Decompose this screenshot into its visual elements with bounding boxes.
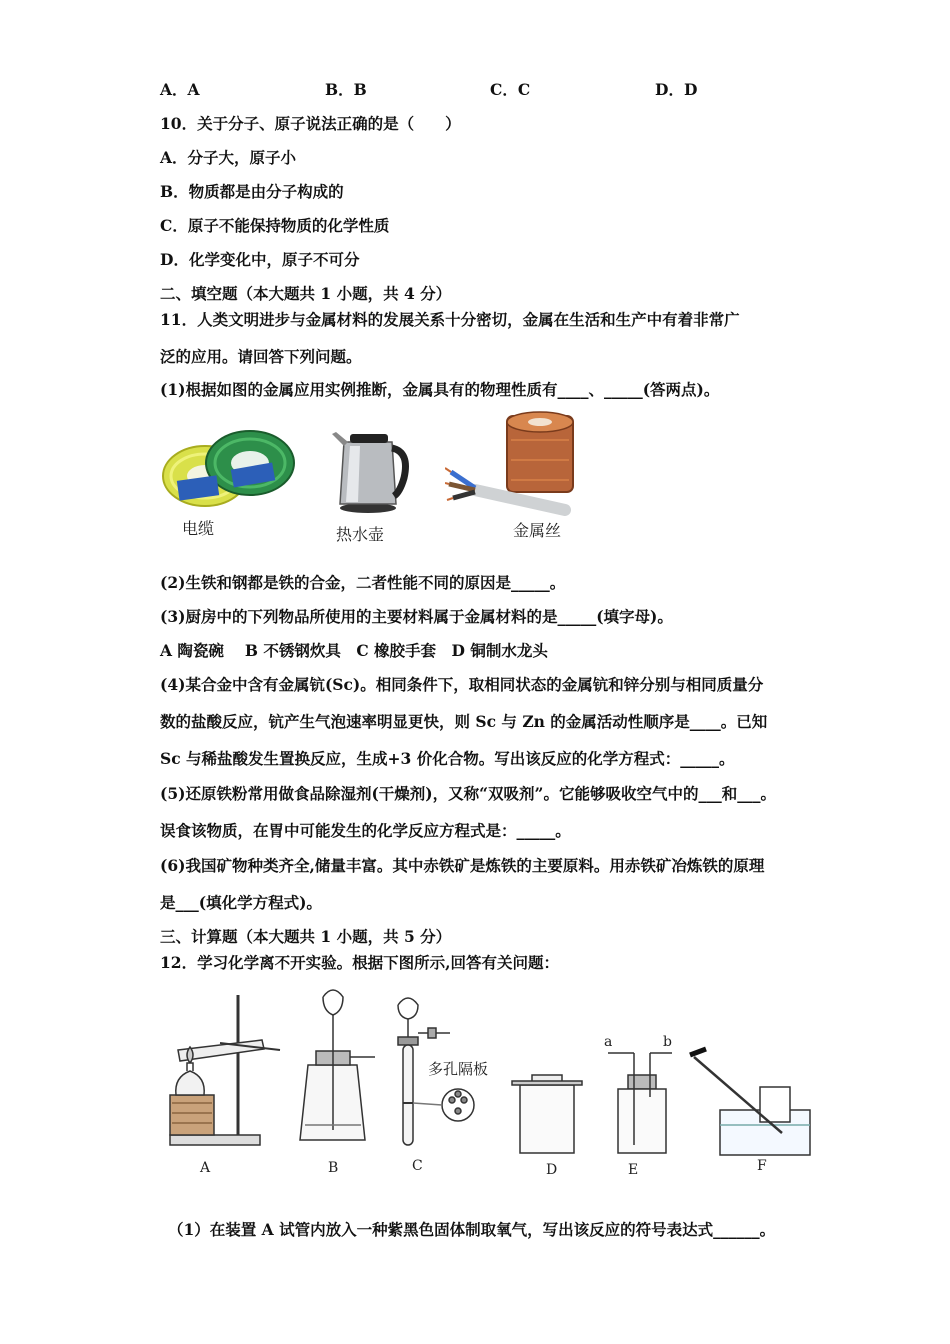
apparatus-figure: [160, 985, 820, 1185]
q11-part-4-line-2: 数的盐酸反应，钪产生气泡速率明显更快，则 Sc 与 Zn 的金属活动性顺序是____。已知: [160, 712, 768, 731]
q10-option-d: D．化学变化中，原子不可分: [160, 250, 360, 269]
q9-option-a: A．A: [160, 80, 200, 99]
q9-option-d: D．D: [655, 80, 698, 99]
q11-part-3: (3)厨房中的下列物品所使用的主要材料属于金属材料的是_____(填字母)。: [160, 607, 673, 626]
apparatus-e-label: E: [628, 1162, 639, 1178]
q12-stem: 12．学习化学离不开实验。根据下图所示,回答有关问题：: [160, 953, 559, 972]
metal-wire-caption: 金属丝: [513, 521, 562, 540]
q11-part-1: (1)根据如图的金属应用实例推断，金属具有的物理性质有____、_____(答两点)。: [160, 380, 720, 399]
q9-option-c: C．C: [490, 80, 531, 99]
q11-part-2: (2)生铁和钢都是铁的合金，二者性能不同的原因是_____。: [160, 573, 566, 592]
apparatus-d-label: D: [546, 1162, 558, 1178]
perforated-plate-label: 多孔隔板: [428, 1060, 489, 1078]
apparatus-a-drawing: [170, 995, 280, 1145]
apparatus-b-drawing: [300, 990, 375, 1140]
apparatus-f-label: F: [757, 1158, 767, 1174]
port-a-label: a: [604, 1034, 613, 1050]
section-3-heading: 三、计算题（本大题共 1 小题，共 5 分）: [160, 927, 452, 946]
q12-part-1: （1）在装置 A 试管内放入一种紫黑色固体制取氧气，写出该反应的符号表达式______。: [168, 1220, 776, 1239]
q10-stem: 10．关于分子、原子说法正确的是（ ）: [160, 114, 461, 133]
q9-option-b: B．B: [325, 80, 367, 99]
q10-option-c: C．原子不能保持物质的化学性质: [160, 216, 390, 235]
q11-part-6-line-1: (6)我国矿物种类齐全,储量丰富。其中赤铁矿是炼铁的主要原料。用赤铁矿冶炼铁的原理: [160, 856, 765, 875]
q11-part-6-line-2: 是___(填化学方程式)。: [160, 893, 322, 912]
apparatus-d-drawing: [512, 1075, 582, 1153]
section-2-heading: 二、填空题（本大题共 1 小题，共 4 分）: [160, 284, 452, 303]
q11-part-4-line-3: Sc 与稀盐酸发生置换反应，生成+3 价化合物。写出该反应的化学方程式：_____。: [160, 749, 735, 768]
apparatus-b-label: B: [328, 1160, 339, 1176]
q11-part-4-line-1: (4)某合金中含有金属钪(Sc)。相同条件下，取相同状态的金属钪和锌分别与相同质量分: [160, 675, 764, 694]
cable-caption: 电缆: [182, 519, 215, 538]
apparatus-f-drawing: [690, 1049, 810, 1155]
kettle-image: [330, 422, 410, 514]
cable-image: [160, 418, 300, 513]
port-b-label: b: [663, 1034, 672, 1050]
q10-option-b: B．物质都是由分子构成的: [160, 182, 344, 201]
q11-stem-line-2: 泛的应用。请回答下列问题。: [160, 347, 362, 366]
q11-stem-line-1: 11．人类文明进步与金属材料的发展关系十分密切，金属在生活和生产中有着非常广: [160, 310, 740, 329]
q11-part-3-choices: A 陶瓷碗 B 不锈钢炊具 C 橡胶手套 D 铜制水龙头: [160, 641, 548, 660]
apparatus-a-label: A: [200, 1160, 211, 1176]
apparatus-e-drawing: [608, 1053, 672, 1153]
kettle-caption: 热水壶: [336, 525, 385, 544]
q10-option-a: A．分子大，原子小: [160, 148, 297, 167]
q11-part-5-line-1: (5)还原铁粉常用做食品除湿剂(干燥剂)，又称“双吸剂”。它能够吸收空气中的___和___。: [160, 784, 776, 803]
metal-wire-image: [445, 410, 585, 516]
q11-part-5-line-2: 误食该物质，在胃中可能发生的化学反应方程式是：_____。: [160, 821, 571, 840]
apparatus-c-label: C: [412, 1158, 423, 1174]
